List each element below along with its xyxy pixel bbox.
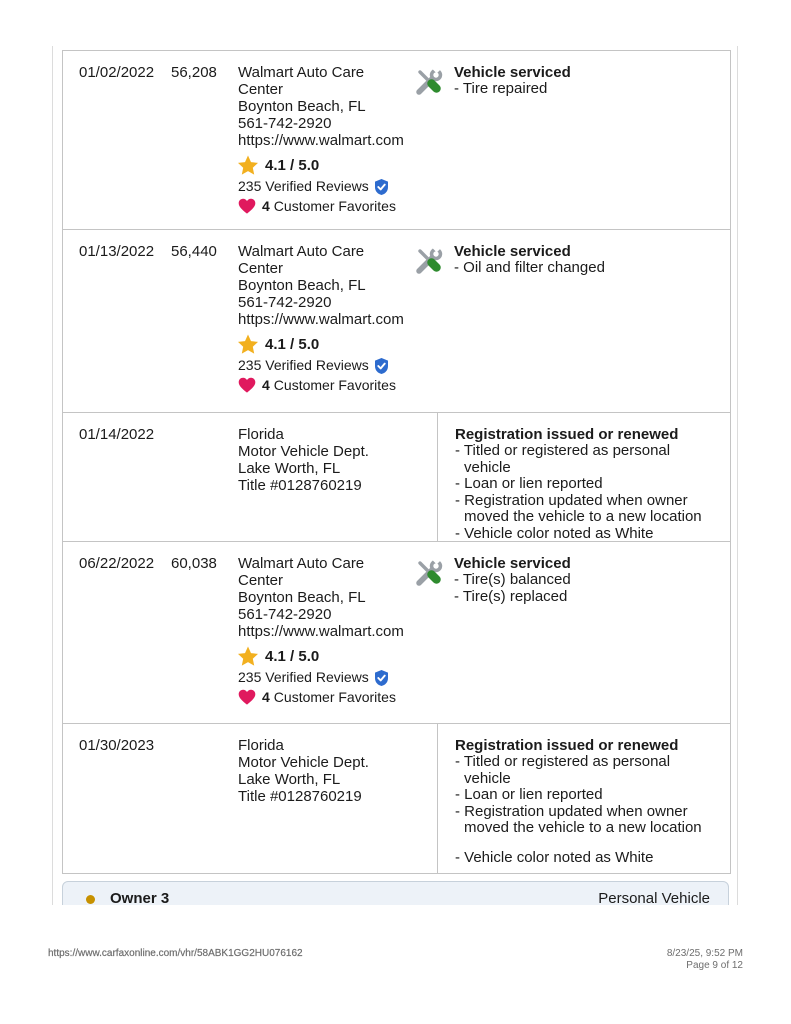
source-agency: Motor Vehicle Dept. [238, 443, 369, 460]
record-source [238, 724, 437, 873]
record-comments [454, 51, 730, 229]
source-website: https://www.walmart.com [238, 132, 404, 149]
footer-meta [667, 948, 743, 972]
record-detail: - Loan or lien reported [455, 475, 603, 492]
reviews-text: 235 Verified Reviews [238, 357, 369, 373]
record-comments [454, 230, 730, 412]
favorites-count: 4 [262, 688, 270, 705]
record-mileage: 56,440 [171, 243, 217, 260]
rating-value: 4.1 / 5.0 [265, 335, 320, 353]
record-detail: - Tire(s) balanced [454, 571, 571, 588]
footer-page-number: Page 9 of 12 [686, 960, 743, 971]
source-name: Walmart Auto Care Center [238, 64, 365, 98]
footer-datetime: 8/23/25, 9:52 PM [666, 948, 743, 959]
history-record-row [63, 229, 730, 412]
source-phone: 561-742-2920 [238, 294, 332, 311]
owner-label: Owner 3 [110, 890, 170, 905]
record-icon-cell [411, 230, 454, 412]
shop-rating [238, 155, 411, 175]
star-icon [238, 334, 258, 354]
record-title: Vehicle serviced [454, 555, 571, 572]
source-title-number: Title #0128760219 [238, 477, 362, 494]
record-mileage: 60,038 [171, 555, 217, 572]
customer-favorites [238, 197, 411, 215]
record-detail: - Titled or registered as personal vehicle [455, 442, 671, 476]
source-website: https://www.walmart.com [238, 623, 404, 640]
record-detail: - Registration updated when owner moved the vehicle to a new location [455, 491, 702, 525]
reviews-text: 235 Verified Reviews [238, 669, 369, 685]
record-date: 06/22/2022 [79, 555, 155, 572]
record-detail: - Loan or lien reported [455, 786, 603, 803]
record-comments [437, 724, 730, 873]
source-state: Florida [238, 737, 284, 754]
record-mileage: 56,208 [171, 64, 217, 81]
source-website: https://www.walmart.com [238, 311, 404, 328]
customer-favorites [238, 376, 411, 394]
owner-vehicle-type: Personal Vehicle [598, 890, 710, 905]
record-detail: - Tire repaired [454, 80, 548, 97]
record-date: 01/14/2022 [79, 426, 155, 443]
source-city: Boynton Beach, FL [238, 589, 366, 606]
owner-dot-icon [86, 895, 95, 904]
favorites-label: Customer Favorites [273, 197, 396, 214]
service-tools-icon [411, 65, 444, 98]
source-phone: 561-742-2920 [238, 115, 332, 132]
source-city: Boynton Beach, FL [238, 98, 366, 115]
source-agency: Motor Vehicle Dept. [238, 754, 369, 771]
verified-reviews [238, 669, 411, 686]
mileage-cell-empty [171, 724, 238, 873]
rating-value: 4.1 / 5.0 [265, 647, 320, 665]
record-detail: - Titled or registered as personal vehicle [455, 753, 671, 787]
source-title-number: Title #0128760219 [238, 788, 362, 805]
source-city: Lake Worth, FL [238, 771, 341, 788]
record-date: 01/13/2022 [79, 243, 155, 260]
service-tools-icon [411, 244, 444, 277]
owner-section-header [62, 881, 729, 905]
record-comments [437, 413, 730, 541]
verified-reviews [238, 178, 411, 195]
record-icon-cell [411, 51, 454, 229]
shop-rating [238, 334, 411, 354]
record-date: 01/02/2022 [79, 64, 155, 81]
favorites-count: 4 [262, 197, 270, 214]
record-title: Registration issued or renewed [455, 426, 679, 443]
footer-report-url: https://www.carfaxonline.com/vhr/58ABK1GG2HU076162 [48, 948, 303, 959]
favorites-label: Customer Favorites [273, 376, 396, 393]
history-record-row [63, 51, 730, 229]
record-icon-cell [411, 542, 454, 723]
source-name: Walmart Auto Care Center [238, 243, 365, 277]
record-comments [454, 542, 730, 723]
history-section-card [52, 46, 738, 905]
record-detail: - Vehicle color noted as White [455, 524, 654, 542]
reviews-text: 235 Verified Reviews [238, 178, 369, 194]
vehicle-history-table [62, 50, 731, 874]
heart-icon [238, 377, 256, 393]
source-city: Lake Worth, FL [238, 460, 341, 477]
record-date: 01/30/2023 [79, 737, 155, 754]
history-record-row [63, 723, 730, 873]
favorites-count: 4 [262, 376, 270, 393]
history-record-row [63, 541, 730, 723]
record-detail: - Oil and filter changed [454, 259, 605, 276]
service-tools-icon [411, 556, 444, 589]
shield-check-icon [374, 179, 389, 195]
source-state: Florida [238, 426, 284, 443]
rating-value: 4.1 / 5.0 [265, 156, 320, 174]
record-source [238, 413, 437, 541]
history-record-row [63, 412, 730, 541]
heart-icon [238, 198, 256, 214]
record-detail: - Vehicle color noted as White [455, 848, 654, 866]
star-icon [238, 155, 258, 175]
verified-reviews [238, 357, 411, 374]
customer-favorites [238, 688, 411, 706]
record-source [238, 51, 411, 229]
mileage-cell-empty [171, 413, 238, 541]
record-detail: - Tire(s) replaced [454, 587, 568, 605]
star-icon [238, 646, 258, 666]
shield-check-icon [374, 358, 389, 374]
source-phone: 561-742-2920 [238, 606, 332, 623]
shop-rating [238, 646, 411, 666]
source-name: Walmart Auto Care Center [238, 555, 365, 589]
source-city: Boynton Beach, FL [238, 277, 366, 294]
favorites-label: Customer Favorites [273, 688, 396, 705]
shield-check-icon [374, 670, 389, 686]
record-title: Vehicle serviced [454, 64, 571, 81]
record-title: Vehicle serviced [454, 243, 571, 260]
record-source [238, 542, 411, 723]
heart-icon [238, 689, 256, 705]
record-source [238, 230, 411, 412]
record-title: Registration issued or renewed [455, 737, 679, 754]
detail-spacer [455, 837, 716, 850]
record-detail: - Registration updated when owner moved the vehicle to a new location [455, 802, 702, 836]
